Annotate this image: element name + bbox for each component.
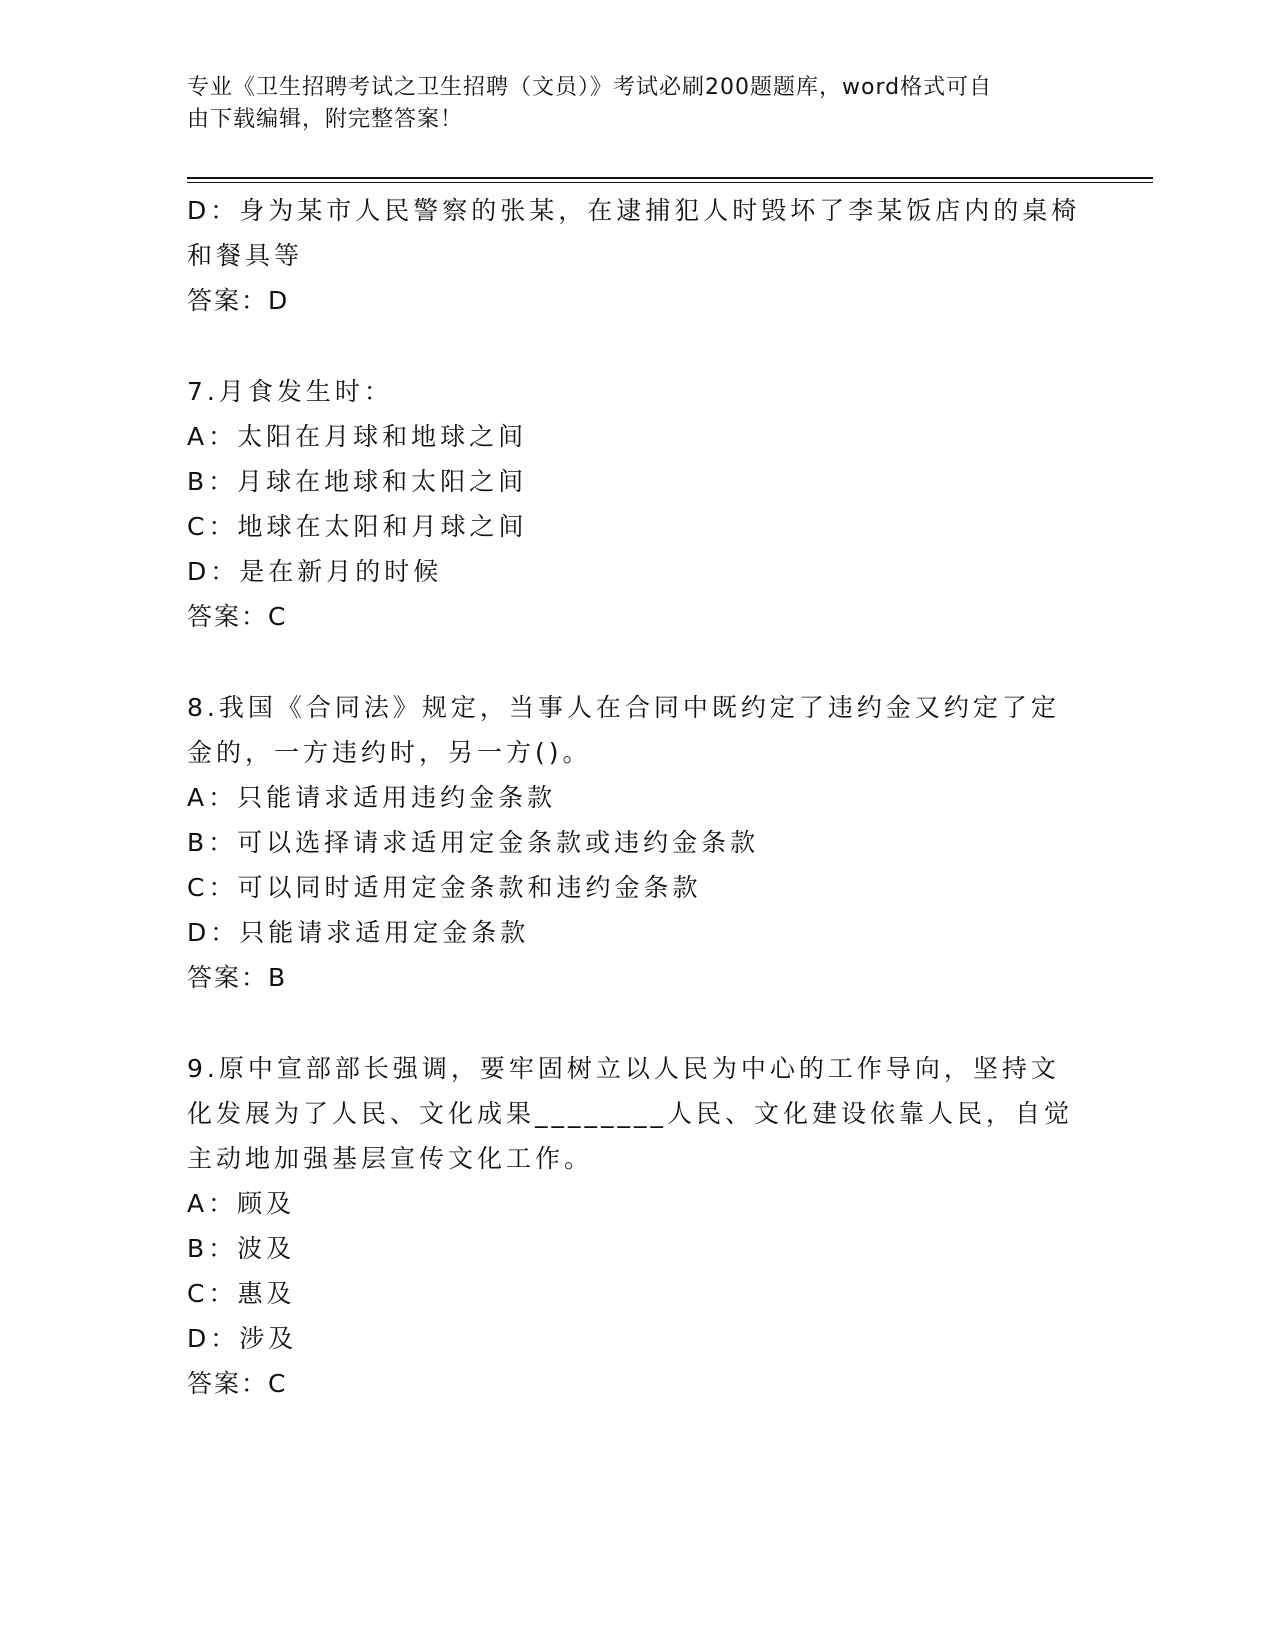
option-a: A：只能请求适用违约金条款 xyxy=(187,783,557,812)
question-stem-line-1: 9.原中宣部部长强调，要牢固树立以人民为中心的工作导向，坚持文 xyxy=(187,1054,1060,1083)
option-d-line-2: 和餐具等 xyxy=(187,241,304,270)
answer-line: 答案：C xyxy=(187,602,288,631)
spacer xyxy=(187,639,1087,685)
answer-line: 答案：B xyxy=(187,963,288,992)
header-line-2: 由下载编辑，附完整答案！ xyxy=(187,107,464,132)
document-header xyxy=(187,72,1067,136)
header-divider-thin xyxy=(187,182,1153,183)
answer-line: 答案：C xyxy=(187,1369,288,1398)
option-b: B：波及 xyxy=(187,1234,296,1263)
option-c: C：可以同时适用定金条款和违约金条款 xyxy=(187,873,702,902)
header-divider-thick xyxy=(187,177,1153,179)
header-line-1: 专业《卫生招聘考试之卫生招聘（文员）》考试必刷200题题库，word格式可自 xyxy=(187,75,993,100)
question-stem-line-1: 8.我国《合同法》规定，当事人在合同中既约定了违约金又约定了定 xyxy=(187,693,1060,722)
answer-line: 答案：D xyxy=(187,286,290,315)
question-stem-line-3: 主动地加强基层宣传文化工作。 xyxy=(187,1144,594,1173)
option-b: B：月球在地球和太阳之间 xyxy=(187,467,528,496)
question-8 xyxy=(187,685,1087,1000)
question-stem-line-2: 化发展为了人民、文化成果________人民、文化建设依靠人民，自觉 xyxy=(187,1099,1074,1128)
option-d: D：涉及 xyxy=(187,1324,298,1353)
previous-question-tail xyxy=(187,188,1087,323)
option-d: D：是在新月的时候 xyxy=(187,557,443,586)
document-body xyxy=(187,188,1087,1406)
question-stem-line-2: 金的，一方违约时，另一方()。 xyxy=(187,738,592,767)
spacer xyxy=(187,323,1087,369)
option-d-line-1: D：身为某市人民警察的张某，在逮捕犯人时毁坏了李某饭店内的桌椅 xyxy=(187,196,1081,225)
question-9 xyxy=(187,1046,1087,1406)
option-a: A：顾及 xyxy=(187,1189,296,1218)
option-c: C：地球在太阳和月球之间 xyxy=(187,512,528,541)
question-stem: 7.月食发生时： xyxy=(187,377,393,406)
option-c: C：惠及 xyxy=(187,1279,296,1308)
option-d: D：只能请求适用定金条款 xyxy=(187,918,530,947)
option-b: B：可以选择请求适用定金条款或违约金条款 xyxy=(187,828,760,857)
question-7 xyxy=(187,369,1087,639)
option-a: A：太阳在月球和地球之间 xyxy=(187,422,528,451)
spacer xyxy=(187,1000,1087,1046)
